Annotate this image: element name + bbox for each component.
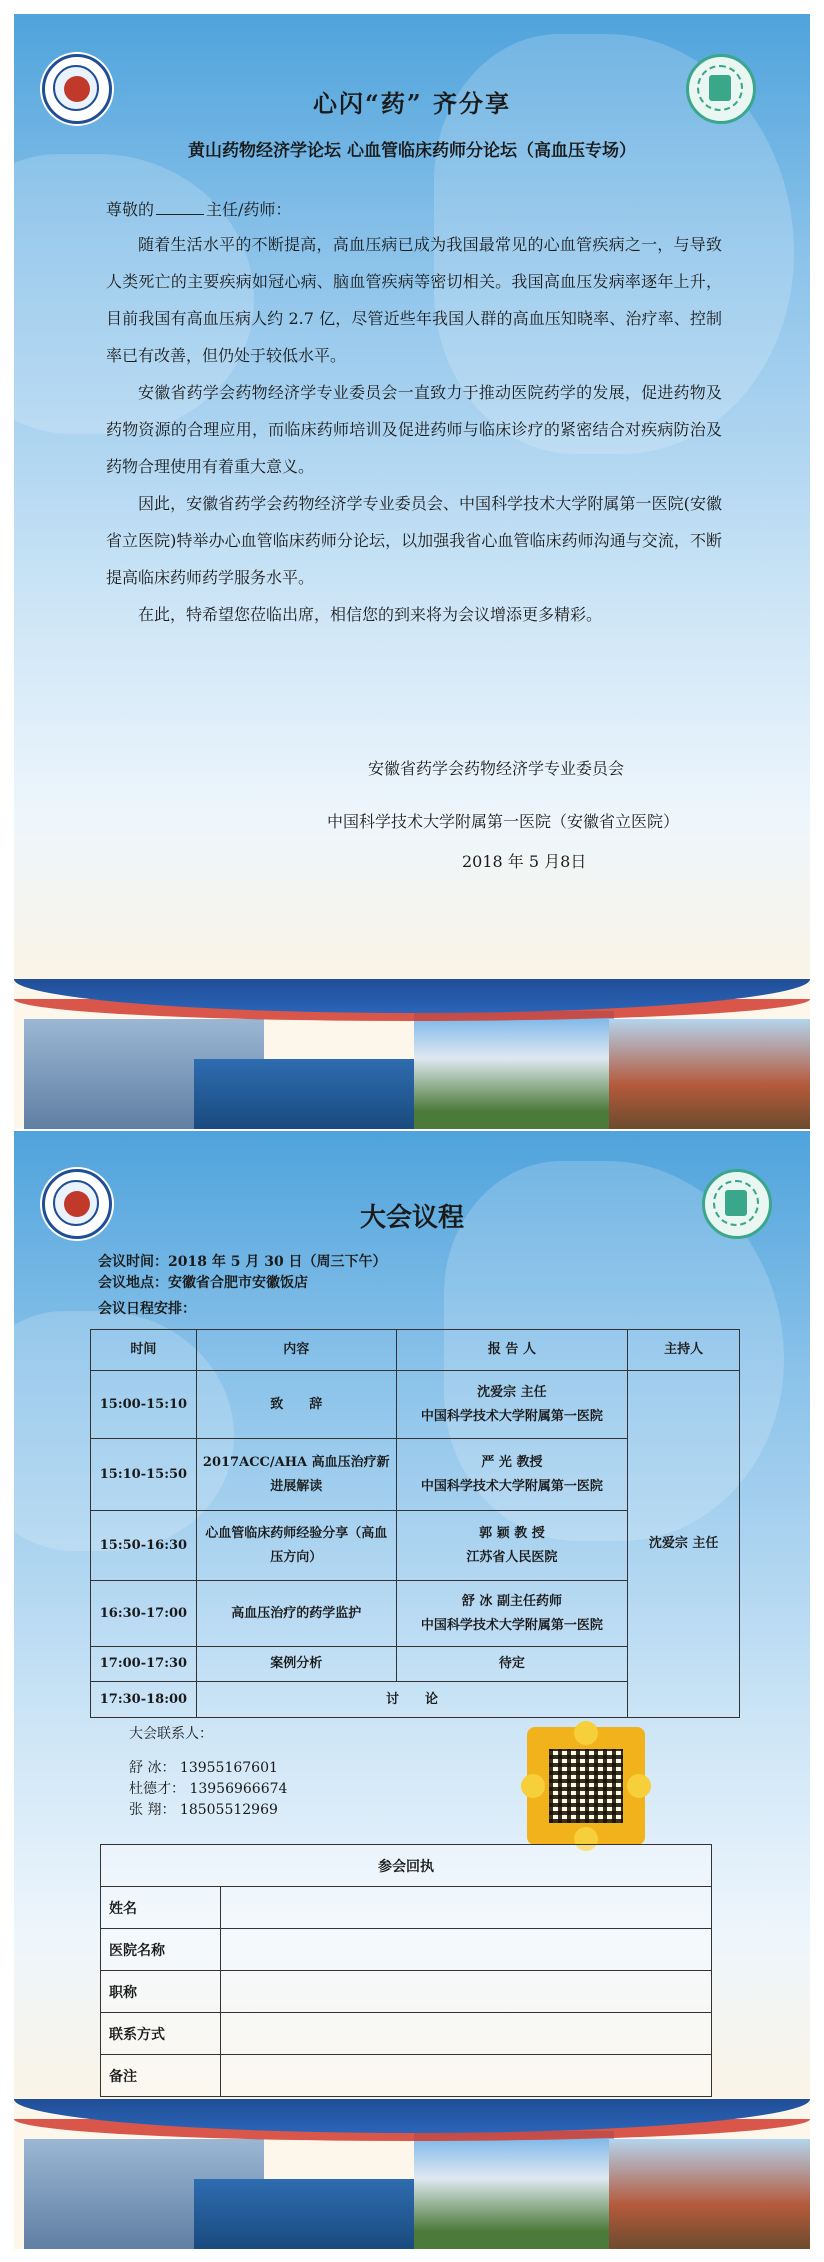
contacts-block	[129, 1724, 287, 1821]
speaker-cell: 严 光 教授 中国科学技术大学附属第一医院	[396, 1439, 628, 1511]
time-cell: 17:00-17:30	[91, 1647, 197, 1682]
column-header: 内容	[196, 1330, 396, 1371]
column-header: 时间	[91, 1330, 197, 1371]
meeting-time: 会议时间：2018 年 5 月 30 日（周三下午）	[98, 1254, 387, 1270]
content-cell: 讨 论	[196, 1682, 627, 1718]
greeting: 尊敬的 主任/药师：	[106, 200, 292, 219]
content-cell: 心血管临床药师经验分享（高血压方向）	[196, 1511, 396, 1581]
agenda-page	[14, 1131, 810, 2249]
rsvp-label: 备注	[101, 2055, 221, 2097]
invitation-body	[106, 226, 722, 633]
sunflower-qr-code-icon[interactable]	[527, 1727, 645, 1845]
hospital-field[interactable]	[221, 1929, 712, 1971]
hospital-photo-strip	[14, 979, 810, 1129]
name-field[interactable]	[221, 1887, 712, 1929]
rsvp-title: 参会回执	[101, 1845, 712, 1887]
content-cell: 致 辞	[196, 1371, 396, 1439]
host-cell: 沈爱宗 主任	[628, 1371, 740, 1718]
column-header: 主持人	[628, 1330, 740, 1371]
signature-org-2: 中国科学技术大学附属第一医院（安徽省立医院）	[327, 812, 680, 831]
content-cell: 案例分析	[196, 1647, 396, 1682]
invitation-page	[14, 14, 810, 1129]
page-subtitle: 黄山药物经济学论坛 心血管临床药师分论坛（高血压专场）	[188, 141, 636, 161]
rsvp-label: 医院名称	[101, 1929, 221, 1971]
speaker-cell: 待定	[396, 1647, 628, 1682]
building-photo	[414, 1011, 614, 1129]
title-field[interactable]	[221, 1971, 712, 2013]
building-photo	[194, 2179, 414, 2249]
time-cell: 17:30-18:00	[91, 1682, 197, 1718]
schedule-label: 会议日程安排：	[98, 1301, 196, 1317]
rsvp-label: 职称	[101, 1971, 221, 2013]
table-header-row	[91, 1330, 740, 1371]
time-cell: 15:10-15:50	[91, 1439, 197, 1511]
agenda-title: 大会议程	[359, 1203, 464, 1233]
hospital-photo-strip	[14, 2099, 810, 2249]
contact-item: 杜德才： 13956966674	[129, 1781, 288, 1797]
name-blank	[156, 214, 204, 215]
paragraph: 随着生活水平的不断提高，高血压病已成为我国最常见的心血管疾病之一，与导致人类死亡的主要疾病如冠心病、脑血管疾病等密切相关。我国高血压发病率逐年上升，目前我国有高血压病人约 2.7 亿，尽管近些年我国人群的高血压知晓率、治疗率、控制率已有改善，但仍处于较低水平。	[106, 235, 722, 365]
rsvp-label: 联系方式	[101, 2013, 221, 2055]
paragraph: 因此，安徽省药学会药物经济学专业委员会、中国科学技术大学附属第一医院(安徽省立医院)特举办心血管临床药师分论坛，以加强我省心血管临床药师沟通与交流，不断提高临床药师药学服务水平。	[106, 494, 722, 587]
building-photo	[609, 2139, 810, 2249]
time-cell: 15:50-16:30	[91, 1511, 197, 1581]
rsvp-form	[100, 1844, 712, 2097]
agenda-table	[90, 1329, 740, 1718]
content-cell: 高血压治疗的药学监护	[196, 1581, 396, 1647]
meeting-place: 会议地点：安徽省合肥市安徽饭店	[98, 1275, 308, 1291]
contacts-label: 大会联系人：	[129, 1726, 213, 1742]
table-row	[91, 1371, 740, 1439]
contact-item: 张 翔： 18505512969	[129, 1802, 278, 1818]
paragraph: 安徽省药学会药物经济学专业委员会一直致力于推动医院药学的发展，促进药物及药物资源的合理应用，而临床药师培训及促进药师与临床诊疗的紧密结合对疾病防治及药物合理使用有着重大意义。	[106, 383, 722, 476]
content-cell: 2017ACC/AHA 高血压治疗新进展解读	[196, 1439, 396, 1511]
column-header: 报 告 人	[396, 1330, 628, 1371]
building-photo	[609, 1019, 810, 1129]
meeting-info	[98, 1252, 387, 1320]
signature-date: 2018 年 5 月8日	[462, 852, 587, 871]
contact-field[interactable]	[221, 2013, 712, 2055]
building-photo	[414, 2131, 614, 2249]
time-cell: 16:30-17:00	[91, 1581, 197, 1647]
contact-item: 舒 冰： 13955167601	[129, 1760, 278, 1776]
paragraph: 在此，特希望您莅临出席，相信您的到来将为会议增添更多精彩。	[138, 605, 603, 624]
signature-org-1: 安徽省药学会药物经济学专业委员会	[368, 759, 625, 778]
speaker-cell: 舒 冰 副主任药师 中国科学技术大学附属第一医院	[396, 1581, 628, 1647]
speaker-cell: 郭 颖 教 授 江苏省人民医院	[396, 1511, 628, 1581]
page-title: 心闪“药” 齐分享	[313, 89, 511, 118]
rsvp-label: 姓名	[101, 1887, 221, 1929]
speaker-cell: 沈爱宗 主任 中国科学技术大学附属第一医院	[396, 1371, 628, 1439]
building-photo	[194, 1059, 414, 1129]
time-cell: 15:00-15:10	[91, 1371, 197, 1439]
remarks-field[interactable]	[221, 2055, 712, 2097]
